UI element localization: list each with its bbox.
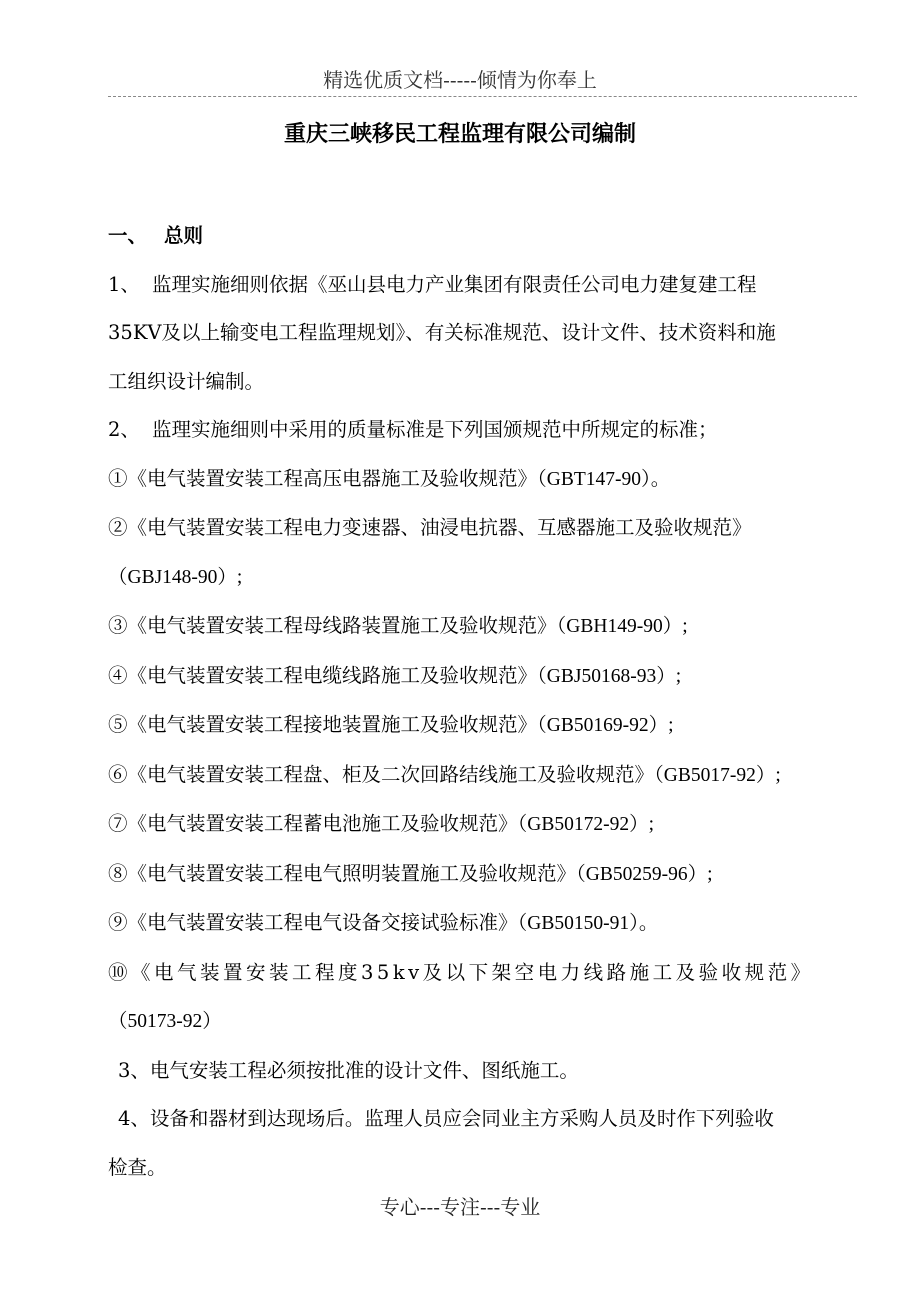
section-heading <box>108 212 856 261</box>
section-number: 一、 <box>108 224 148 247</box>
standard-title: 《电气装置安装工程电缆线路施工及验收规范》 <box>127 663 538 687</box>
standard-item-2 <box>108 504 856 553</box>
page-footer: 专心---专注---专业 <box>379 1195 541 1219</box>
document-body <box>108 212 856 1192</box>
standard-code: （GBJ50168-93）; <box>537 665 682 687</box>
paragraph-1-line-1 <box>108 261 856 310</box>
item-4-line-1: 4、设备和器材到达现场后。监理人员应会同业主方采购人员及时作下列验收 <box>118 1107 774 1130</box>
standard-code: （50173-92） <box>108 1011 222 1032</box>
standard-code: （GBH149-90）; <box>556 616 688 637</box>
document-title: 重庆三峡移民工程监理有限公司编制 <box>283 121 636 147</box>
standard-code: （GB50259-96）; <box>576 863 713 885</box>
standard-marker: ⑦ <box>108 812 128 835</box>
standard-item-5 <box>108 701 856 751</box>
standard-item-10-code-line <box>108 997 856 1047</box>
standard-code: （GB50169-92）; <box>537 715 674 736</box>
standard-title: 《电气装置安装工程电力变速器、油浸电抗器、互感器施工及验收规范》 <box>127 516 752 539</box>
header-divider <box>108 96 857 97</box>
paragraph-1-text-line-1: 监理实施细则依据《巫山县电力产业集团有限责任公司电力建复建工程 <box>152 272 757 296</box>
standard-marker: ② <box>108 516 128 539</box>
standard-title: 《电气装置安装工程盘、柜及二次回路结线施工及验收规范》 <box>127 762 655 786</box>
standard-item-4 <box>108 652 856 702</box>
standard-marker: ⑩ <box>108 960 132 984</box>
standard-marker: ⑧ <box>108 861 128 885</box>
page-header: 精选优质文档-----倾情为你奉上 <box>323 68 597 92</box>
standard-marker: ⑨ <box>108 911 128 934</box>
paragraph-2 <box>108 406 856 455</box>
section-title: 总则 <box>164 224 204 247</box>
paragraph-1-line-3: 工组织设计编制。 <box>108 369 265 393</box>
standard-marker: ① <box>108 466 128 490</box>
standard-item-9 <box>108 899 856 949</box>
standard-code: （GB5017-92）; <box>654 764 781 786</box>
standard-code: （GBT147-90）。 <box>537 468 671 490</box>
standard-item-3 <box>108 602 856 652</box>
standard-title: 《电气装置安装工程接地装置施工及验收规范》 <box>127 713 538 736</box>
paragraph-2-number: 2、 <box>108 418 140 441</box>
item-4-line-2: 检查。 <box>108 1155 167 1179</box>
standard-marker: ⑤ <box>108 713 128 736</box>
standard-marker: ④ <box>108 663 128 687</box>
standard-title: 《电气装置安装工程电气设备交接试验标准》 <box>127 911 518 934</box>
standard-item-1 <box>108 455 856 505</box>
standard-title: 《电气装置安装工程高压电器施工及验收规范》 <box>127 466 538 490</box>
standard-title: 《电气装置安装工程母线路装置施工及验收规范》 <box>127 614 557 637</box>
paragraph-2-text: 监理实施细则中采用的质量标准是下列国颁规范中所规定的标准； <box>152 418 718 441</box>
item-3: 3、电气安装工程必须按批准的设计文件、图纸施工。 <box>118 1058 579 1082</box>
standard-item-2-code-line <box>108 553 856 603</box>
standard-code: （GB50150-91）。 <box>517 913 659 934</box>
standard-title: 《电气装置安装工程蓄电池施工及验收规范》 <box>127 812 518 835</box>
paragraph-1-number: 1、 <box>108 272 140 296</box>
standard-title: 《电气装置安装工程度35kv及以下架空电力线路施工及验收规范》 <box>131 960 814 984</box>
standard-item-8 <box>108 850 856 900</box>
standard-code: （GBJ148-90）; <box>108 566 243 588</box>
standard-marker: ③ <box>108 614 128 637</box>
standard-title: 《电气装置安装工程电气照明装置施工及验收规范》 <box>127 861 577 885</box>
standard-item-6 <box>108 751 856 801</box>
standard-item-10 <box>108 949 856 998</box>
standard-item-7 <box>108 800 856 850</box>
standard-code: （GB50172-92）; <box>517 814 655 835</box>
standard-marker: ⑥ <box>108 762 128 786</box>
paragraph-1-line-2: 35KV及以上输变电工程监理规划》、有关标准规范、设计文件、技术资料和施 <box>108 321 776 344</box>
